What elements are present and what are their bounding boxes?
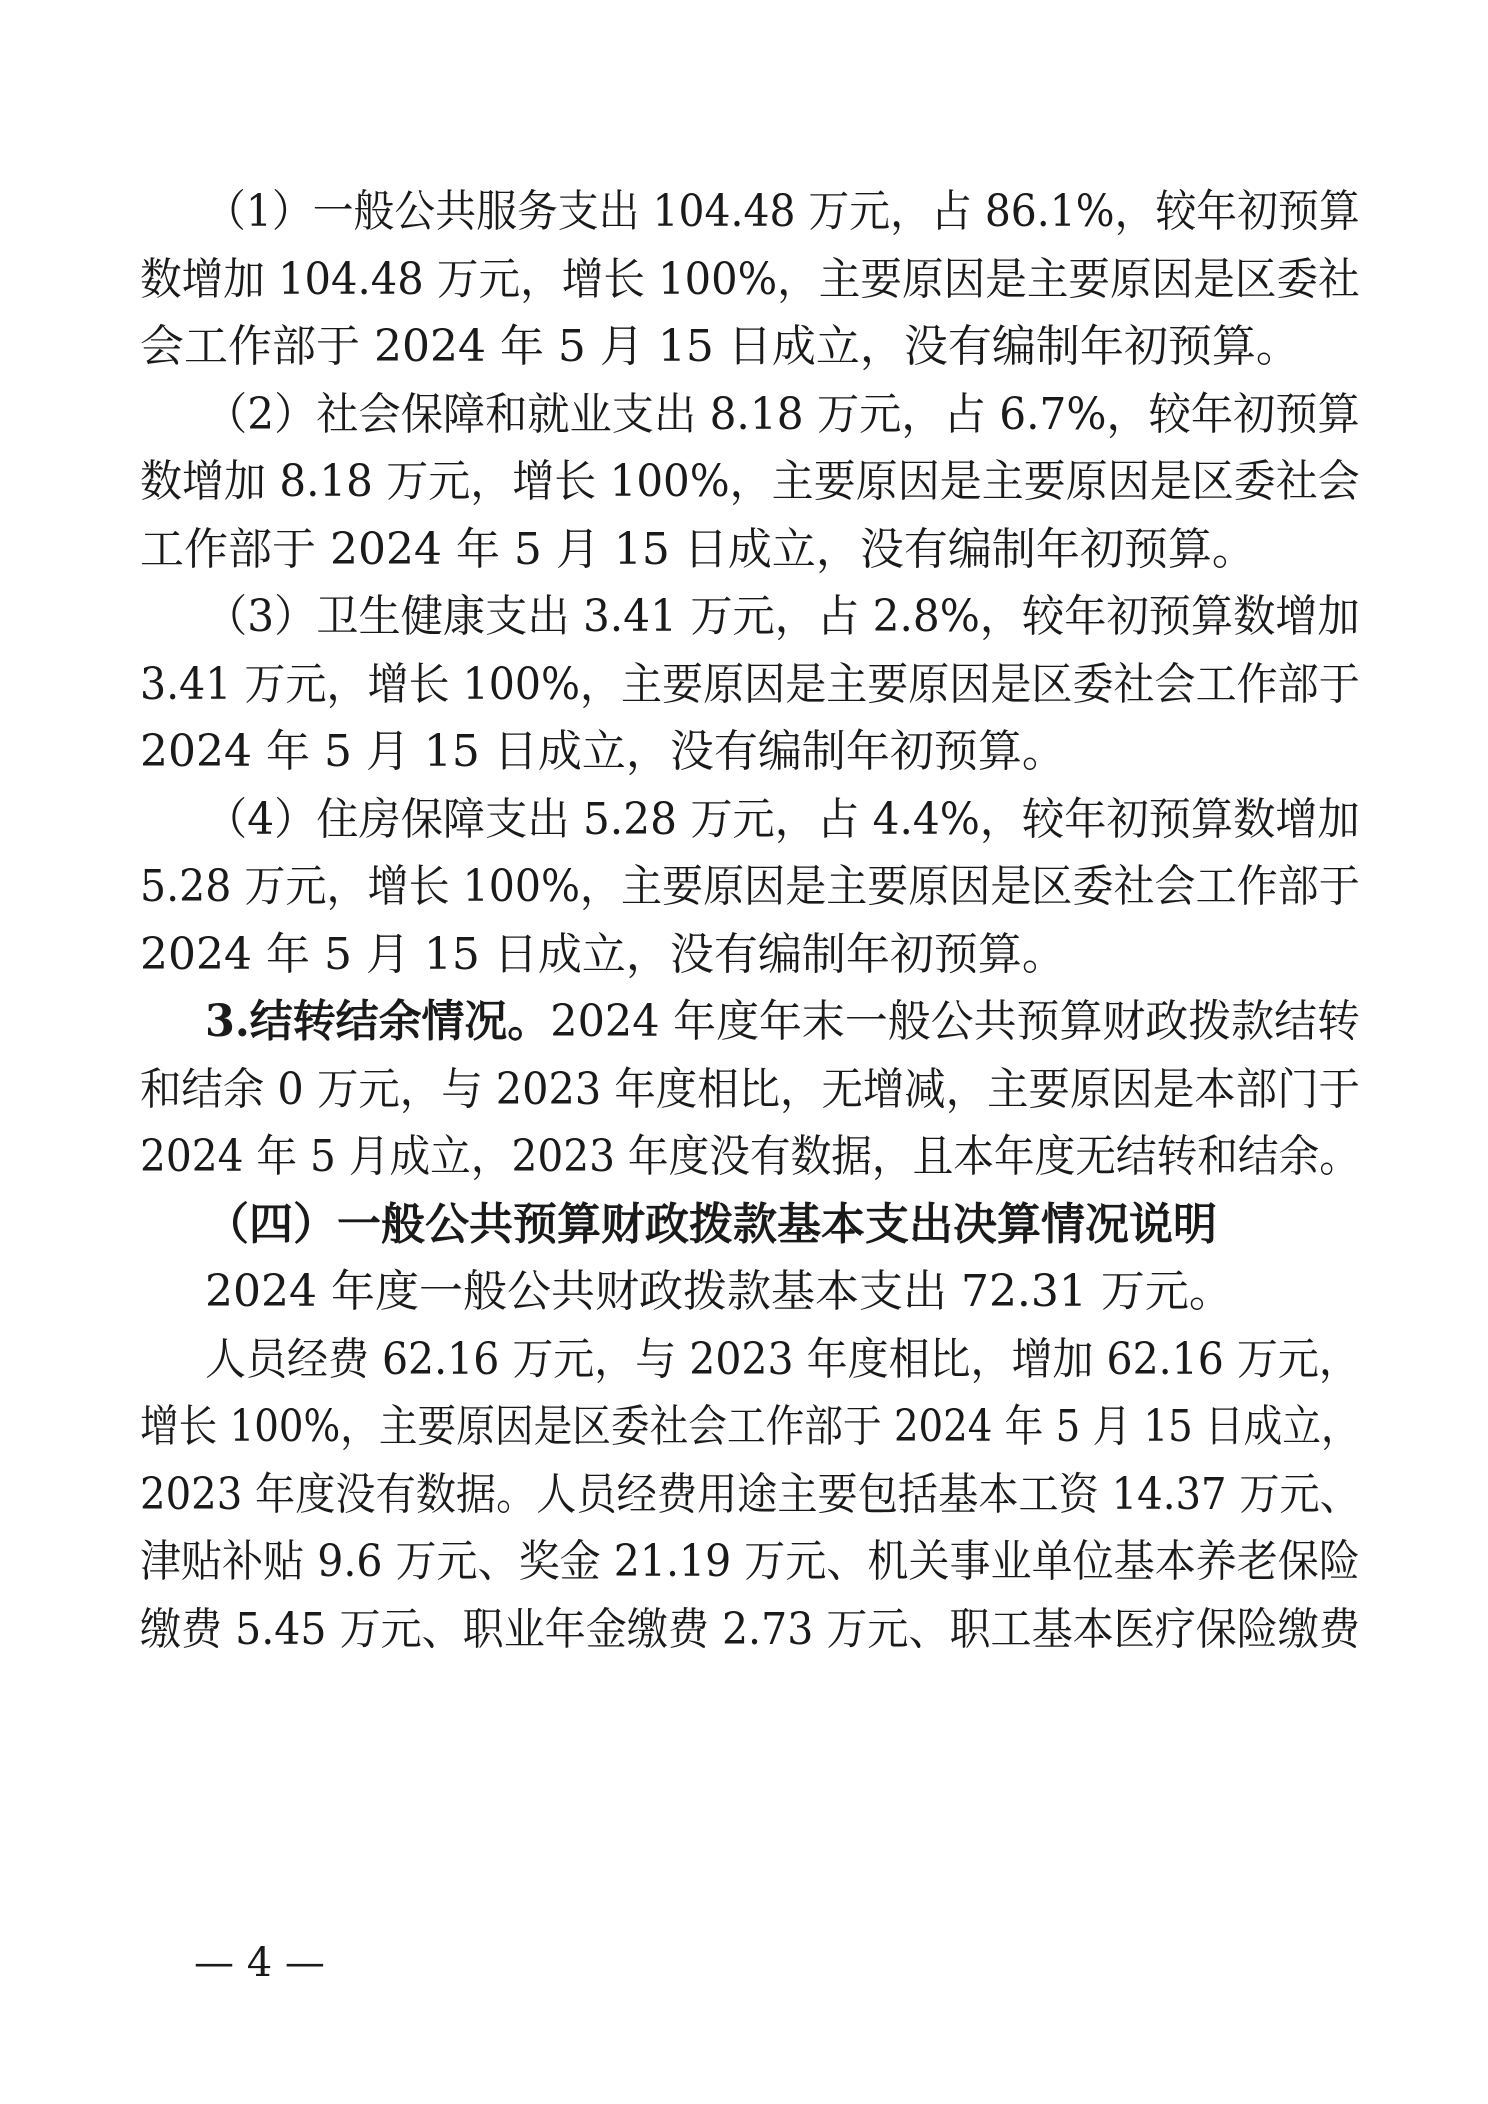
paragraph-3-line-3: 2024 年 5 月 15 日成立，没有编制年初预算。	[140, 726, 1066, 777]
paragraph-1-line-3: 会工作部于 2024 年 5 月 15 日成立，没有编制年初预算。	[140, 321, 1300, 372]
page-number: — 4 —	[194, 1940, 325, 1986]
paragraph-4-line-3: 2024 年 5 月 15 日成立，没有编制年初预算。	[140, 929, 1066, 980]
paragraph-7-line-3: 2023 年度没有数据。人员经费用途主要包括基本工资 14.37 万元、	[140, 1469, 1360, 1520]
paragraph-5-line-1	[205, 996, 1360, 1047]
paragraph-2-line-2: 数增加 8.18 万元，增长 100%，主要原因是主要原因是区委社会	[140, 456, 1360, 507]
section-3-lead: 3.结转结余情况。	[205, 996, 551, 1047]
paragraph-7-line-1: 人员经费 62.16 万元，与 2023 年度相比，增加 62.16 万元，	[205, 1334, 1360, 1385]
paragraph-5-line-1-rest: 2024 年度年末一般公共预算财政拨款结转	[550, 996, 1360, 1047]
section-heading: （四）一般公共预算财政拨款基本支出决算情况说明	[205, 1199, 1217, 1250]
paragraph-2-line-1: （2）社会保障和就业支出 8.18 万元，占 6.7%，较年初预算	[205, 389, 1360, 440]
paragraph-3-line-1: （3）卫生健康支出 3.41 万元，占 2.8%，较年初预算数增加	[205, 591, 1360, 642]
paragraph-5-line-3: 2024 年 5 月成立，2023 年度没有数据，且本年度无结转和结余。	[140, 1131, 1360, 1182]
paragraph-7-line-4: 津贴补贴 9.6 万元、奖金 21.19 万元、机关事业单位基本养老保险	[140, 1536, 1360, 1587]
paragraph-7-line-5: 缴费 5.45 万元、职业年金缴费 2.73 万元、职工基本医疗保险缴费	[140, 1604, 1360, 1655]
paragraph-7-line-2: 增长 100%，主要原因是区委社会工作部于 2024 年 5 月 15 日成立，	[140, 1401, 1360, 1452]
paragraph-2-line-3: 工作部于 2024 年 5 月 15 日成立，没有编制年初预算。	[140, 524, 1256, 575]
paragraph-4-line-2: 5.28 万元，增长 100%，主要原因是主要原因是区委社会工作部于	[140, 861, 1360, 912]
paragraph-4-line-1: （4）住房保障支出 5.28 万元，占 4.4%，较年初预算数增加	[205, 794, 1360, 845]
paragraph-5-line-2: 和结余 0 万元，与 2023 年度相比，无增减，主要原因是本部门于	[140, 1064, 1360, 1115]
paragraph-1-line-2: 数增加 104.48 万元，增长 100%，主要原因是主要原因是区委社	[140, 254, 1360, 305]
paragraph-6: 2024 年度一般公共财政拨款基本支出 72.31 万元。	[205, 1266, 1233, 1317]
paragraph-3-line-2: 3.41 万元，增长 100%，主要原因是主要原因是区委社会工作部于	[140, 659, 1360, 710]
paragraph-1-line-1: （1）一般公共服务支出 104.48 万元，占 86.1%，较年初预算	[205, 186, 1360, 237]
